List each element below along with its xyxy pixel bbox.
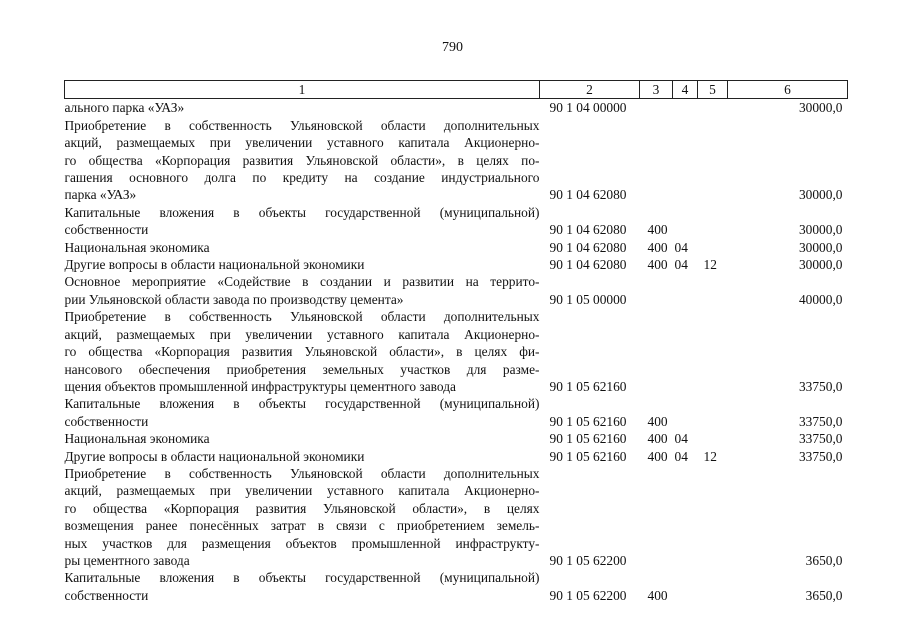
budget-table	[64, 80, 848, 604]
page-number: 790	[442, 40, 463, 55]
row-name	[65, 204, 540, 239]
table-row	[65, 239, 848, 256]
header-cell-6: 6	[728, 81, 848, 99]
row-name	[65, 448, 540, 465]
row-name-line: акций, размещаемых при увеличении уставного капитала Акционерно-	[64, 326, 540, 342]
row-pr: 12	[703, 448, 717, 464]
row-name-line: гашения основного долга по кредиту на создание индустриального	[64, 170, 540, 186]
row-rz: 04	[674, 448, 688, 464]
row-name	[65, 99, 540, 117]
row-rz	[673, 465, 698, 569]
row-vr: 400	[647, 431, 668, 447]
row-code: 90 1 05 62200	[549, 587, 627, 603]
row-name-line: Капитальные вложения в объекты государственной (муниципальной)	[64, 396, 540, 412]
table-body	[65, 99, 848, 604]
row-rz	[673, 117, 698, 204]
row-code: 90 1 05 62200	[549, 552, 627, 568]
row-sum: 30000,0	[798, 239, 843, 255]
row-name-line: рии Ульяновской области завода по производству цемента»	[64, 291, 404, 307]
row-pr: 12	[703, 257, 717, 273]
header-cell-4: 4	[673, 81, 698, 99]
row-sum: 3650,0	[805, 552, 843, 568]
row-name-line: Другие вопросы в области национальной экономики	[64, 257, 365, 273]
row-pr	[698, 204, 728, 239]
row-name	[65, 273, 540, 308]
row-vr	[640, 273, 673, 308]
row-name-line: нансового обеспечения приобретения земельных участков для разме-	[64, 361, 540, 377]
table-row	[65, 117, 848, 204]
header-cell-5: 5	[698, 81, 728, 99]
header-cell-3: 3	[640, 81, 673, 99]
table-row	[65, 569, 848, 604]
row-rz: 04	[674, 239, 688, 255]
row-vr	[640, 308, 673, 395]
row-name-line: акций, размещаемых при увеличении уставного капитала Акционерно-	[64, 483, 540, 499]
row-vr: 400	[647, 413, 668, 429]
row-code: 90 1 04 62080	[549, 257, 627, 273]
row-name-line: Национальная экономика	[64, 239, 210, 255]
row-pr	[698, 308, 728, 395]
row-code: 90 1 04 62080	[549, 222, 627, 238]
table-row	[65, 308, 848, 395]
row-vr	[640, 465, 673, 569]
row-sum: 33750,0	[798, 413, 843, 429]
row-name-line: Приобретение в собственность Ульяновской области дополнительных	[64, 309, 540, 325]
row-name	[65, 117, 540, 204]
row-name-line: го общества «Корпорация развития Ульяновской области», в целях	[64, 500, 540, 516]
row-code: 90 1 05 62160	[549, 413, 627, 429]
table-row	[65, 465, 848, 569]
table-row	[65, 204, 848, 239]
row-pr	[698, 99, 728, 117]
row-code: 90 1 05 62160	[549, 431, 627, 447]
table-row	[65, 430, 848, 447]
row-pr	[698, 395, 728, 430]
row-rz	[673, 308, 698, 395]
row-name	[65, 256, 540, 273]
row-name-line: Приобретение в собственность Ульяновской области дополнительных	[64, 117, 540, 133]
row-name-line: щения объектов промышленной инфраструктуры цементного завода	[64, 378, 456, 394]
row-vr	[640, 117, 673, 204]
row-name	[65, 430, 540, 447]
row-name	[65, 239, 540, 256]
row-sum: 33750,0	[798, 448, 843, 464]
row-vr: 400	[647, 448, 668, 464]
row-pr	[698, 569, 728, 604]
row-name-line: собственности	[64, 222, 149, 238]
row-code: 90 1 05 62160	[549, 448, 627, 464]
row-vr: 400	[647, 587, 668, 603]
row-pr	[698, 465, 728, 569]
row-name-line: го общества «Корпорация развития Ульяновской области», в целях по-	[64, 152, 540, 168]
row-pr	[698, 117, 728, 204]
table-row	[65, 256, 848, 273]
row-name-line: собственности	[64, 413, 149, 429]
row-rz	[673, 569, 698, 604]
row-name-line: акций, размещаемых при увеличении уставного капитала Акционерно-	[64, 135, 540, 151]
row-rz	[673, 204, 698, 239]
table-row	[65, 273, 848, 308]
table-row	[65, 395, 848, 430]
row-sum: 30000,0	[798, 222, 843, 238]
row-rz: 04	[674, 431, 688, 447]
row-name-line: Другие вопросы в области национальной экономики	[64, 448, 365, 464]
header-cell-2: 2	[540, 81, 640, 99]
row-name-line: парка «УАЗ»	[64, 187, 137, 203]
row-name-line: Приобретение в собственность Ульяновской области дополнительных	[64, 465, 540, 481]
table-row	[65, 99, 848, 117]
row-vr	[640, 99, 673, 117]
row-vr: 400	[647, 222, 668, 238]
row-name-line: возмещения ранее понесённых затрат в связи с приобретением земель-	[64, 518, 540, 534]
row-sum: 33750,0	[798, 431, 843, 447]
row-name-line: Капитальные вложения в объекты государственной (муниципальной)	[64, 204, 540, 220]
row-code: 90 1 05 62160	[549, 378, 627, 394]
row-rz: 04	[674, 257, 688, 273]
row-name-line: Национальная экономика	[64, 431, 210, 447]
row-code: 90 1 04 62080	[549, 239, 627, 255]
row-vr: 400	[647, 257, 668, 273]
row-name-line: го общества «Корпорация развития Ульяновской области», в целях фи-	[64, 344, 540, 360]
row-name-line: Основное мероприятие «Содействие в создании и развитии на террито-	[64, 274, 540, 290]
row-code: 90 1 04 00000	[549, 100, 627, 116]
row-code: 90 1 05 00000	[549, 291, 627, 307]
row-pr	[698, 239, 728, 256]
row-pr	[698, 273, 728, 308]
row-name-line: ры цементного завода	[64, 552, 190, 568]
row-rz	[673, 99, 698, 117]
row-sum: 40000,0	[798, 291, 843, 307]
table-row	[65, 448, 848, 465]
header-row	[65, 81, 848, 99]
row-rz	[673, 273, 698, 308]
row-code: 90 1 04 62080	[549, 187, 627, 203]
row-name	[65, 395, 540, 430]
row-sum: 33750,0	[798, 378, 843, 394]
row-sum: 30000,0	[798, 257, 843, 273]
row-sum: 30000,0	[798, 100, 843, 116]
row-rz	[673, 395, 698, 430]
row-sum: 30000,0	[798, 187, 843, 203]
row-sum: 3650,0	[805, 587, 843, 603]
row-vr: 400	[647, 239, 668, 255]
header-cell-1: 1	[65, 81, 540, 99]
row-name	[65, 465, 540, 569]
row-name	[65, 308, 540, 395]
row-pr	[698, 430, 728, 447]
row-name-line: ального парка «УАЗ»	[64, 100, 185, 116]
row-name-line: Капитальные вложения в объекты государственной (муниципальной)	[64, 570, 540, 586]
row-name	[65, 569, 540, 604]
row-name-line: собственности	[64, 587, 149, 603]
row-name-line: ных участков для размещения объектов промышленной инфраструкту-	[64, 535, 540, 551]
